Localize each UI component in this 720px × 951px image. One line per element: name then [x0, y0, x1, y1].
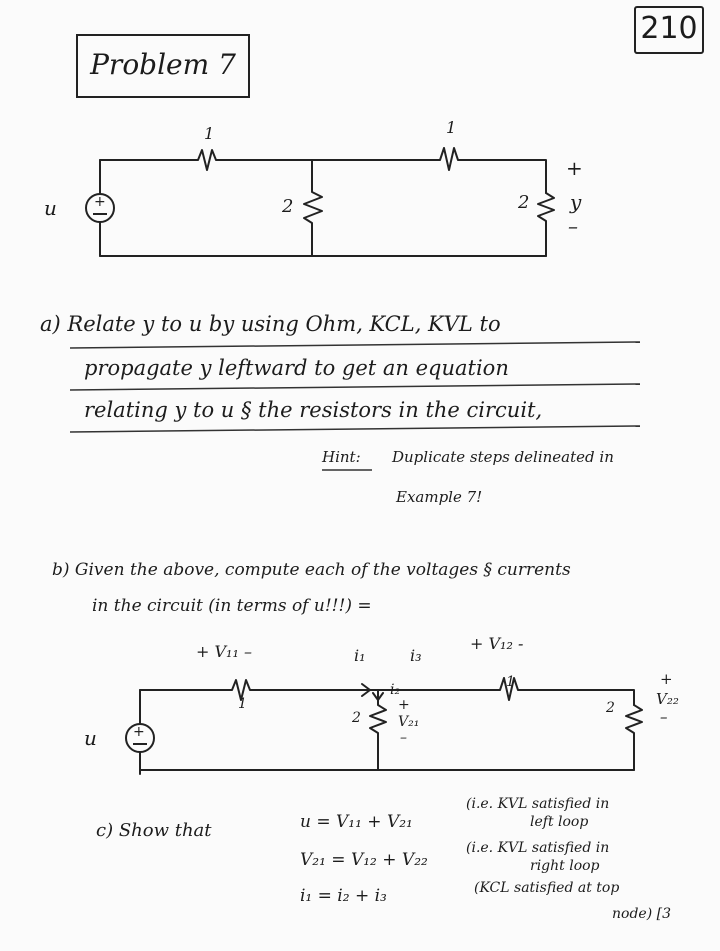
part-b-line2: in the circuit (in terms of u!!!) = [92, 596, 372, 616]
circuit2-r-top-right: 1 [506, 674, 515, 690]
circuit2-v21: V₂₁ [398, 714, 420, 730]
part-b-line1: b) Given the above, compute each of the voltages § currents [52, 560, 571, 580]
page-title: Problem 7 [76, 34, 250, 98]
part-c-label: c) Show that [96, 820, 212, 841]
hint-text: Duplicate steps delineated in [392, 448, 614, 466]
right-resistor-1 [538, 193, 554, 256]
part-a-line3: relating y to u § the resistors in the circuit, [84, 398, 543, 422]
circuit2-i2: i₂ [390, 682, 401, 698]
part-c-note1b: left loop [530, 814, 589, 830]
part-c-note2a: (i.e. KVL satisfied in [466, 840, 610, 856]
circuit1-r-right: 2 [518, 192, 530, 213]
circuit2-r-right: 2 [606, 700, 615, 716]
circuit1-r-top-right: 1 [446, 118, 457, 137]
circuit2-v11-label: + V₁₁ – [196, 642, 252, 661]
part-c-eq2: V₂₁ = V₁₂ + V₂₂ [300, 850, 428, 870]
circuit1-out-plus: + [566, 156, 583, 180]
circuit1-out-label: y [570, 190, 582, 214]
part-c-note2b: right loop [530, 858, 600, 874]
circuit2-r-mid: 2 [352, 710, 361, 726]
svg-text:+: + [94, 194, 106, 210]
page-number: 210 [634, 6, 704, 54]
mid-resistor-2 [370, 690, 386, 770]
circuit2-i1: i₁ [354, 646, 366, 665]
circuit2-i3: i₃ [410, 646, 422, 665]
svg-text:+: + [133, 724, 145, 740]
circuit2-v12-label: + V₁₂ - [470, 634, 524, 653]
circuit1-r-top-left: 1 [204, 124, 215, 143]
top-wire-2 [140, 678, 634, 705]
part-c-note1a: (i.e. KVL satisfied in [466, 796, 610, 812]
circuit2-v22-minus: – [660, 708, 668, 726]
circuit1-r-mid: 2 [282, 196, 294, 217]
part-a-line2: propagate y leftward to get an equation [84, 356, 509, 380]
part-c-note3b: node) [3 [612, 906, 671, 922]
hint-label: Hint: [322, 448, 361, 466]
top-wire-1 [100, 148, 546, 193]
circuit2-r-top-left: 1 [238, 696, 247, 712]
part-c-note3a: (KCL satisfied at top [474, 880, 620, 896]
hint-text-2: Example 7! [396, 488, 483, 506]
circuit2-source-label: u [84, 726, 97, 750]
circuit2-v22: V₂₂ [656, 690, 679, 708]
circuit1-out-minus: – [568, 214, 578, 238]
right-resistor-2 [626, 705, 642, 745]
circuit1-source-label: u [44, 196, 57, 220]
part-a-line1: a) Relate y to u by using Ohm, KCL, KVL to [40, 312, 501, 336]
part-c-eq1: u = V₁₁ + V₂₁ [300, 812, 413, 832]
circuit2-v21-plus: + [398, 697, 410, 713]
circuit2-v22-plus: + [660, 670, 673, 688]
part-c-eq3: i₁ = i₂ + i₃ [300, 886, 387, 906]
mid-resistor-1 [304, 160, 322, 256]
circuit2-v21-minus: – [400, 730, 407, 746]
